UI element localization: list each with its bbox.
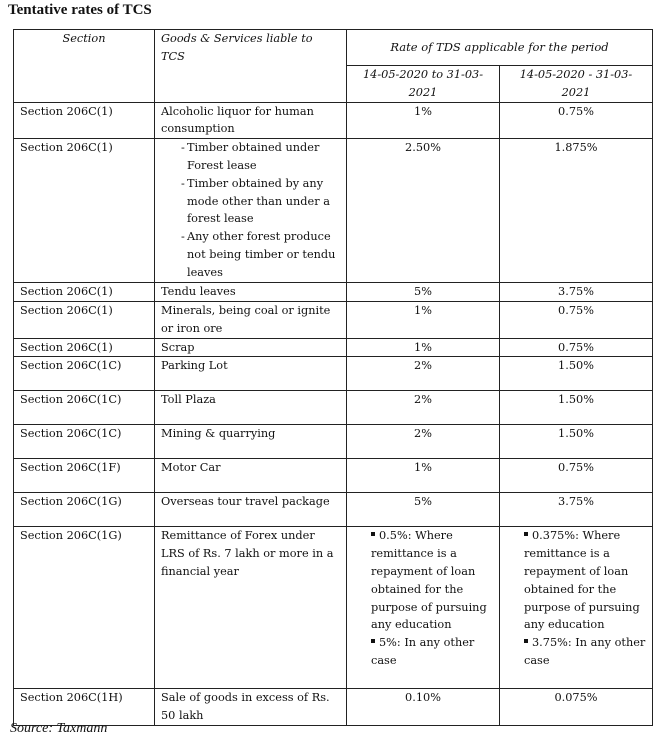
rate-list-item: 5%: In any other case — [371, 636, 475, 667]
section-cell: Section 206C(1C) — [14, 391, 155, 425]
goods-cell: Motor Car — [155, 459, 347, 493]
rate1-cell: 2% — [347, 357, 500, 391]
rate1-cell: 5% — [347, 283, 500, 302]
goods-cell: Tendu leaves — [155, 283, 347, 302]
rate1-cell — [347, 527, 500, 689]
header-section: Section — [14, 30, 155, 103]
rate2-cell: 1.50% — [500, 425, 653, 459]
table-row — [14, 425, 653, 459]
goods-cell: Minerals, being coal or ignite or iron ore — [155, 301, 347, 338]
section-cell: Section 206C(1F) — [14, 459, 155, 493]
table-row — [14, 357, 653, 391]
header-period-1: 14-05-2020 to 31-03-2021 — [347, 66, 500, 103]
goods-cell: Alcoholic liquor for human consumption — [155, 102, 347, 139]
goods-cell — [155, 139, 347, 283]
section-cell: Section 206C(1C) — [14, 357, 155, 391]
square-bullet-icon — [524, 639, 528, 643]
rate2-cell: 0.75% — [500, 102, 653, 139]
rate2-cell — [500, 527, 653, 689]
goods-cell: Scrap — [155, 338, 347, 357]
rate1-cell: 0.10% — [347, 689, 500, 726]
rate1-cell: 1% — [347, 338, 500, 357]
rate-list-item: 3.75%: In any other case — [524, 636, 646, 667]
rate2-cell: 1.50% — [500, 391, 653, 425]
table-row — [14, 493, 653, 527]
square-bullet-icon — [524, 532, 528, 536]
square-bullet-icon — [371, 639, 375, 643]
table-row — [14, 338, 653, 357]
rate-list-item: 0.5%: Where remittance is a repayment of loan obtained for the purpose of pursuing any education — [371, 529, 487, 632]
rate2-cell: 0.075% — [500, 689, 653, 726]
table-row — [14, 527, 653, 689]
page-title: Tentative rates of TCS — [8, 2, 152, 18]
section-cell: Section 206C(1G) — [14, 493, 155, 527]
source-note: Source: Taxmann — [10, 721, 108, 736]
rate2-cell: 3.75% — [500, 283, 653, 302]
goods-cell: Remittance of Forex under LRS of Rs. 7 lakh or more in a financial year — [155, 527, 347, 689]
rate2-cell: 1.875% — [500, 139, 653, 283]
section-cell: Section 206C(1H) — [14, 689, 155, 726]
table-row — [14, 102, 653, 139]
section-cell: Section 206C(1) — [14, 283, 155, 302]
goods-cell: Mining & quarrying — [155, 425, 347, 459]
rate-list-item: 0.375%: Where remittance is a repayment of loan obtained for the purpose of pursuing any education — [524, 529, 640, 632]
table-row — [14, 283, 653, 302]
rate2-cell: 0.75% — [500, 338, 653, 357]
rate2-cell: 3.75% — [500, 493, 653, 527]
rate1-cell: 2.50% — [347, 139, 500, 283]
rate2-cell: 0.75% — [500, 459, 653, 493]
section-cell: Section 206C(1C) — [14, 425, 155, 459]
rate1-cell: 1% — [347, 459, 500, 493]
goods-cell: Sale of goods in excess of Rs. 50 lakh — [155, 689, 347, 726]
header-rate-period: Rate of TDS applicable for the period — [347, 30, 653, 66]
rate1-cell: 1% — [347, 301, 500, 338]
goods-cell: Overseas tour travel package — [155, 493, 347, 527]
section-cell: Section 206C(1) — [14, 102, 155, 139]
rate1-cell: 1% — [347, 102, 500, 139]
square-bullet-icon — [371, 532, 375, 536]
table-row — [14, 459, 653, 493]
section-cell: Section 206C(1G) — [14, 527, 155, 689]
rate1-cell: 2% — [347, 391, 500, 425]
header-goods: Goods & Services liable to TCS — [155, 30, 347, 103]
table-row — [14, 139, 653, 283]
goods-list-item: - Any other forest produce not being timber or tendu leaves — [181, 230, 336, 279]
header-period-2: 14-05-2020 - 31-03-2021 — [500, 66, 653, 103]
rate1-cell: 2% — [347, 425, 500, 459]
table-row — [14, 689, 653, 726]
goods-list-item: - Timber obtained by any mode other than under a forest lease — [181, 176, 330, 226]
table-row — [14, 301, 653, 338]
goods-cell: Toll Plaza — [155, 391, 347, 425]
section-cell: Section 206C(1) — [14, 301, 155, 338]
section-cell: Section 206C(1) — [14, 338, 155, 357]
goods-cell: Parking Lot — [155, 357, 347, 391]
rate2-cell: 0.75% — [500, 301, 653, 338]
rate1-cell: 5% — [347, 493, 500, 527]
goods-list-item: - Timber obtained under Forest lease — [181, 141, 320, 172]
tcs-rates-table — [13, 29, 653, 726]
rate2-cell: 1.50% — [500, 357, 653, 391]
table-row — [14, 391, 653, 425]
section-cell: Section 206C(1) — [14, 139, 155, 283]
